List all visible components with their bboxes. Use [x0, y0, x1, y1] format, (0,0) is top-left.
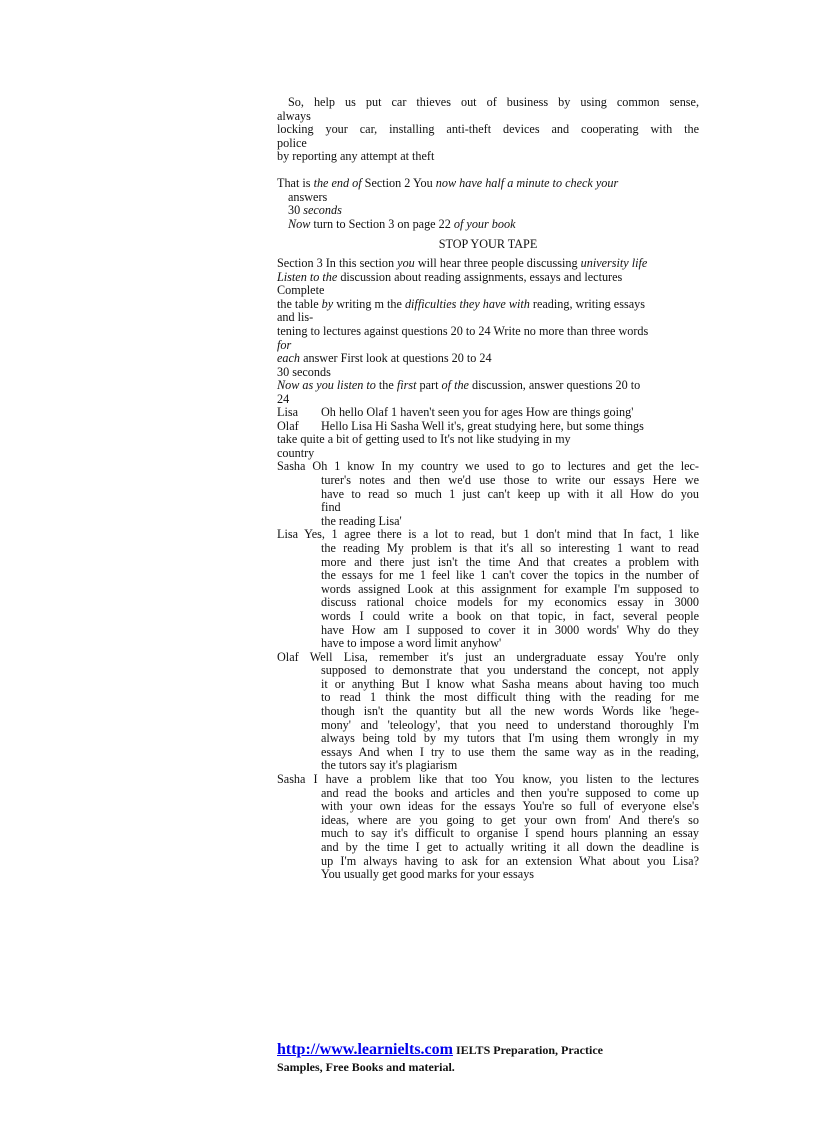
- dialogue-line: Olaf Hello Lisa Hi Sasha Well it's, great studying here, but some things: [277, 418, 644, 433]
- footer-text: IELTS Preparation, Practice: [452, 1043, 603, 1057]
- paragraph-car-theft: [277, 96, 699, 164]
- speaker-name: Lisa: [277, 405, 298, 419]
- dialogue-line: Lisa Oh hello Olaf 1 haven't seen you for ages How are things going': [277, 405, 634, 419]
- text-line: Now as you listen to the first part of the discussion, answer questions 20 to: [277, 378, 641, 393]
- text-line: 30 seconds: [288, 203, 342, 218]
- paragraph-end-section-2: [277, 177, 699, 231]
- text-line: tening to lectures against questions 20 to 24 Write no more than three words: [277, 323, 649, 338]
- footer-line-2: Samples, Free Books and material.: [277, 1060, 455, 1074]
- speech-lisa-2: Lisa Yes, 1 agree there is a lot to read, but 1 don't mind that In fact, 1 like the reading My problem is that it's all so interesting 1 want to read more and there just isn't the time And that creates a problem with the essays for me 1 feel like 1 can't cover the topics in the number of words assigned Look at this assignment for example I'm supposed to discuss rational choice models for my economics essay in 3000 words I could write a book on that topic, in fact, several people have How am I supposed to cover it in 3000 words' Why do they have to impose a word limit anyhow': [277, 527, 699, 651]
- text-line: That is the end of Section 2 You now have half a minute to check your: [277, 176, 619, 190]
- text-line: by reporting any attempt at theft: [277, 149, 435, 164]
- text-line: locking your car, installing anti-theft devices and cooperating with the: [277, 122, 699, 137]
- text-line: answers: [288, 189, 328, 204]
- speech-sasha-2: Sasha I have a problem like that too You know, you listen to the lectures and read the books and articles and then you're supposed to come up with your own ideas for the essays You're so full of everyone else's ideas, where are you going to get your own from' And there's so much to say it's difficult to organise I spend hours planning an essay and by the time I get to actually writing it all down the deadline is up I'm always having to ask for an extension What about you Lisa? You usually get good marks for your essays: [277, 772, 699, 882]
- paragraph-section-3: [277, 257, 699, 407]
- text-line: Complete: [277, 283, 325, 298]
- speaker-name: Olaf: [277, 418, 299, 433]
- text-line: Section 3 In this section you will hear three people discussing university life: [277, 256, 648, 270]
- footer: [277, 1041, 697, 1076]
- learnielts-link[interactable]: http://www.learnielts.com: [277, 1041, 453, 1058]
- text-line: Listen to the discussion about reading assignments, essays and lectures: [277, 269, 623, 284]
- footer-line-1: [277, 1041, 697, 1059]
- dialogue-line: take quite a bit of getting used to It's not like studying in my: [277, 432, 571, 447]
- text-line: each answer First look at questions 20 to 24: [277, 351, 492, 366]
- text-line: So, help us put car thieves out of business by using common sense,: [288, 95, 699, 109]
- text-line: police: [277, 135, 307, 150]
- text-line: 24: [277, 391, 290, 406]
- stop-tape-heading: STOP YOUR TAPE: [438, 237, 538, 251]
- speech-olaf-2: Olaf Well Lisa, remember it's just an undergraduate essay You're only supposed to demonstrate that you understand the concept, not apply it or anything But I know what Sasha means about having too much to read 1 think the most difficult thing with the reading for me though isn't the quantity but all the new words Words like 'hege- mony' and 'teleology', that you need to understand thoroughly I'm always being told by my tutors that I'm using them wrongly in my essays And when I try to use them the same way as in the reading, the tutors say it's plagiarism: [277, 649, 699, 773]
- text-line: 30 seconds: [277, 364, 331, 379]
- text-line: for: [277, 337, 292, 352]
- speech-sasha-1: Sasha Oh 1 know In my country we used to go to lectures and get the lec- turer's notes and then we'd use those to write our essays Here we have to read so much 1 just can't keep up with it all How do you find the reading Lisa': [277, 459, 699, 528]
- dialogue: [277, 406, 699, 882]
- text-line: the table by writing m the difficulties they have with reading, writing essays: [277, 296, 645, 311]
- text-line: always: [277, 108, 311, 123]
- dialogue-line: country: [277, 445, 315, 460]
- text-line: and lis-: [277, 310, 314, 325]
- text-line: Now turn to Section 3 on page 22 of your book: [288, 216, 516, 231]
